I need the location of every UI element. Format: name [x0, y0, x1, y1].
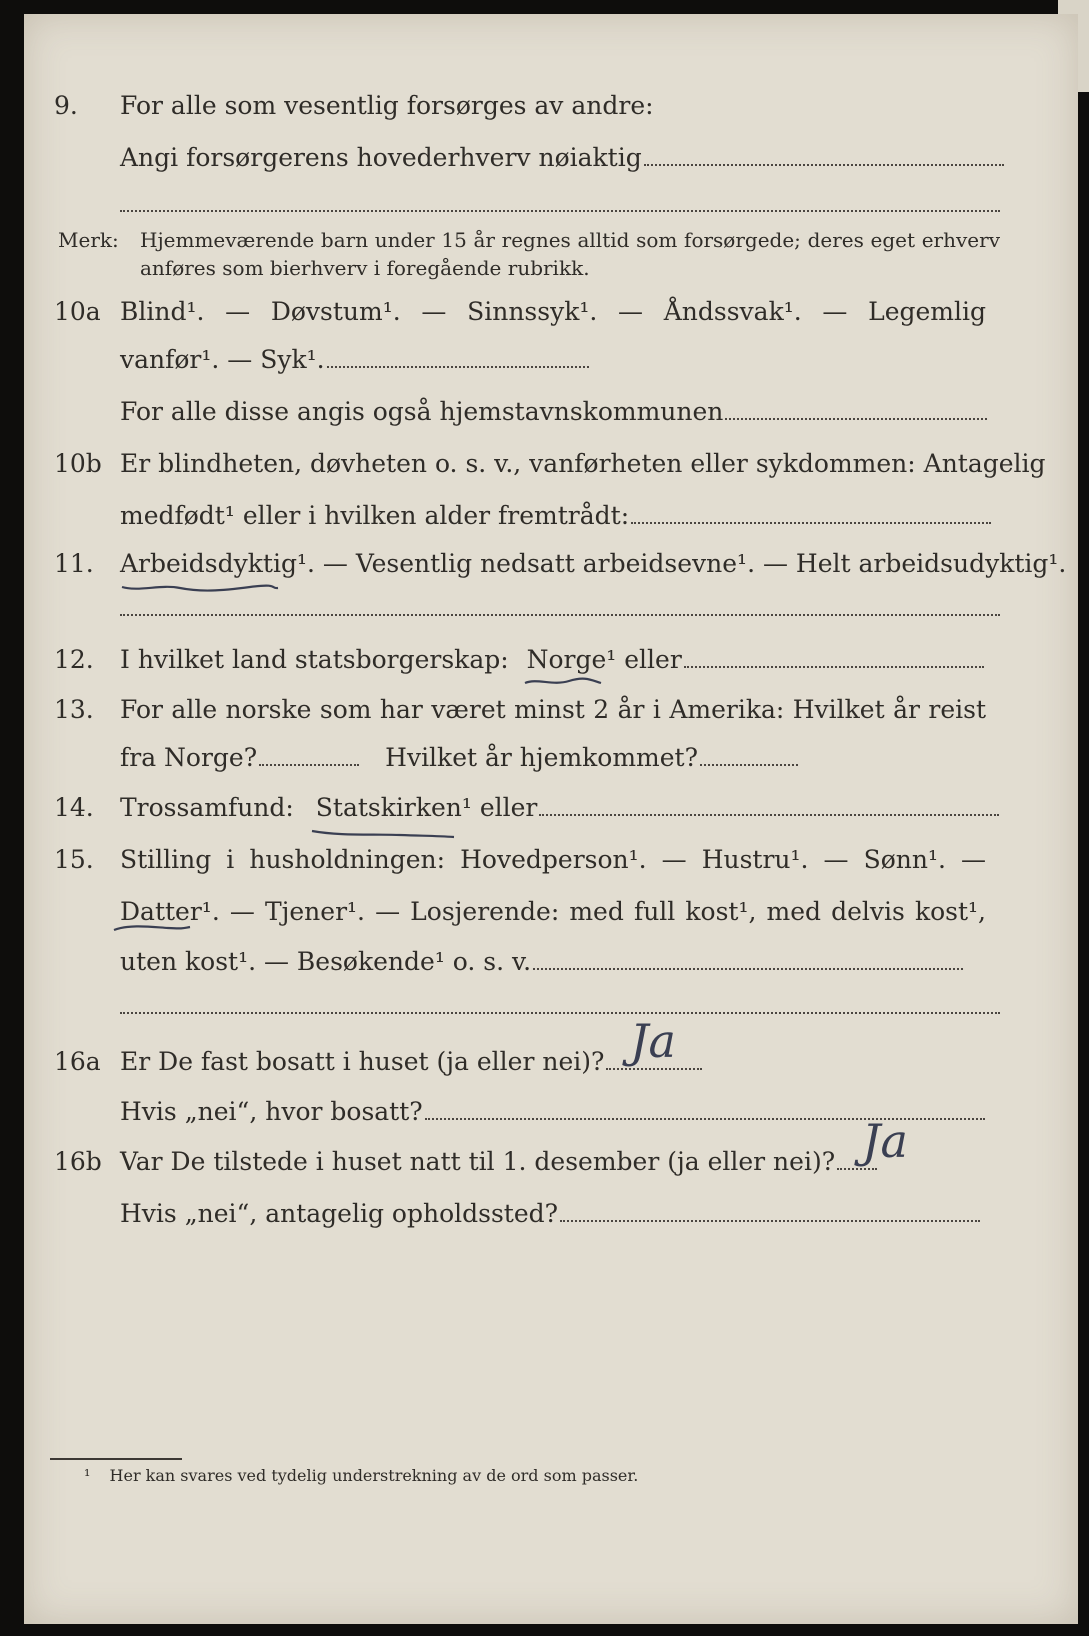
- q15-answer-rule[interactable]: [120, 1012, 1000, 1014]
- q12-question: I hvilket land statsborgerskap:: [120, 645, 509, 674]
- q14-option-statskirken[interactable]: Statskirken: [315, 793, 462, 822]
- q10a-hometown-field[interactable]: [725, 416, 987, 420]
- q15-row-2: [24, 892, 1078, 932]
- q15-option-datter[interactable]: Datter: [120, 897, 202, 926]
- q9-row-1: [24, 86, 1078, 126]
- q16b-number: 16b: [54, 1147, 102, 1176]
- q10a-line-1: Blind¹. — Døvstum¹. — Sinnssyk¹. — Åndssvak¹. — Legemlig: [120, 297, 986, 326]
- footnote-rule: [50, 1458, 182, 1460]
- q13-left-answer-field[interactable]: [259, 762, 359, 766]
- q15-number: 15.: [54, 845, 94, 874]
- q12-answer-field[interactable]: [684, 664, 984, 668]
- q9-row-2: [24, 138, 1078, 178]
- q11-row: [24, 544, 1078, 584]
- q10b-number: 10b: [54, 449, 102, 478]
- q16a-number: 16a: [54, 1047, 101, 1076]
- q16b-question: Var De tilstede i huset natt til 1. desember (ja eller nei)?: [120, 1147, 836, 1176]
- q13-row-2: [24, 738, 1078, 778]
- q10b-line-2: medfødt¹ eller i hvilken alder fremtrådt:: [120, 501, 630, 530]
- q13-row-1: [24, 690, 1078, 730]
- q9-line-1: For alle som vesentlig forsørges av andre:: [120, 91, 654, 120]
- q14-after: ¹ eller: [461, 793, 538, 822]
- q15-line-3: uten kost¹. — Besøkende¹ o. s. v.: [120, 947, 532, 976]
- q16a-followup: Hvis „nei“, hvor bosatt?: [120, 1097, 423, 1126]
- q10a-row-3: [24, 392, 1078, 432]
- q10b-line-1: Er blindheten, døvheten o. s. v., vanførheten eller sykdommen: Antagelig: [120, 449, 1046, 478]
- q16b-followup-field[interactable]: [560, 1218, 980, 1222]
- q14-number: 14.: [54, 793, 94, 822]
- q14-underline-mark: [310, 827, 456, 837]
- q13-left-question: fra Norge?: [120, 743, 258, 772]
- q12-option-norge[interactable]: Norge: [526, 645, 607, 674]
- q13-right-answer-field[interactable]: [700, 762, 798, 766]
- q13-number: 13.: [54, 695, 94, 724]
- footnote-mark: ¹: [84, 1466, 91, 1485]
- q12-number: 12.: [54, 645, 94, 674]
- q14-row: [24, 788, 1078, 828]
- q10a-row-2: [24, 340, 1078, 380]
- q11-option-arbeidsdyktig[interactable]: Arbeidsdyktig: [120, 549, 297, 578]
- merk-note: [58, 226, 1000, 286]
- q9-answer-rule[interactable]: [120, 210, 1000, 212]
- q11-rest: ¹. — Vesentlig nedsatt arbeidsevne¹. — Helt arbeidsudyktig¹.: [296, 549, 1067, 578]
- q14-answer-field[interactable]: [539, 812, 999, 816]
- q15-underline-mark: [112, 922, 192, 932]
- q16a-handwritten-answer: Ja: [630, 1014, 676, 1068]
- footnote: [84, 1464, 638, 1488]
- q15-answer-field[interactable]: [533, 966, 963, 970]
- merk-label: Merk:: [58, 228, 119, 252]
- merk-text-2: anføres som bierhverv i foregående rubrikk.: [140, 256, 590, 280]
- q16a-question: Er De fast bosatt i huset (ja eller nei)?: [120, 1047, 605, 1076]
- q12-row: [24, 640, 1078, 680]
- census-form-page: [24, 14, 1078, 1624]
- q13-line-1: For alle norske som har været minst 2 år i Amerika: Hvilket år reist: [120, 695, 986, 724]
- q11-answer-rule[interactable]: [120, 614, 1000, 616]
- q10a-number: 10a: [54, 297, 101, 326]
- q9-number: 9.: [54, 91, 78, 120]
- q13-right-question: Hvilket år hjemkommet?: [385, 743, 699, 772]
- q10a-line-3: For alle disse angis også hjemstavnskommunen: [120, 397, 724, 426]
- q16b-handwritten-answer: Ja: [862, 1114, 908, 1168]
- q15-row-1: [24, 840, 1078, 880]
- q10a-answer-field[interactable]: [327, 364, 589, 368]
- q11-underline-mark: [120, 583, 280, 593]
- q10b-row-1: [24, 444, 1078, 484]
- q10a-row-1: [24, 292, 1078, 332]
- q10a-line-2: vanfør¹. — Syk¹.: [120, 345, 325, 374]
- q16b-followup: Hvis „nei“, antagelig opholdssted?: [120, 1199, 559, 1228]
- q12-after: ¹ eller: [606, 645, 682, 674]
- q9-line-2: Angi forsørgerens hovederhverv nøiaktig: [120, 138, 986, 178]
- q16a-row-2: [24, 1092, 1078, 1132]
- q9-answer-field[interactable]: [644, 162, 1004, 166]
- q16b-row-2: [24, 1194, 1078, 1234]
- q11-number: 11.: [54, 549, 94, 578]
- q10b-answer-field[interactable]: [631, 520, 991, 524]
- q16b-row-1: [24, 1142, 1078, 1182]
- merk-text-1: Hjemmeværende barn under 15 år regnes alltid som forsørgede; deres eget erhverv: [140, 228, 1000, 252]
- q12-underline-mark: [523, 677, 603, 687]
- footnote-text: Her kan svares ved tydelig understrekning av de ord som passer.: [109, 1466, 639, 1485]
- q10b-row-2: [24, 496, 1078, 536]
- q15-line-1: Stilling i husholdningen: Hovedperson¹. — Hustru¹. — Sønn¹. —: [120, 845, 986, 874]
- q15-row-3: [24, 942, 1078, 982]
- q16a-row-1: [24, 1042, 1078, 1082]
- q15-line-2: ¹. — Tjener¹. — Losjerende: med full kost¹, med delvis kost¹,: [201, 897, 986, 926]
- q14-question: Trossamfund:: [120, 793, 294, 822]
